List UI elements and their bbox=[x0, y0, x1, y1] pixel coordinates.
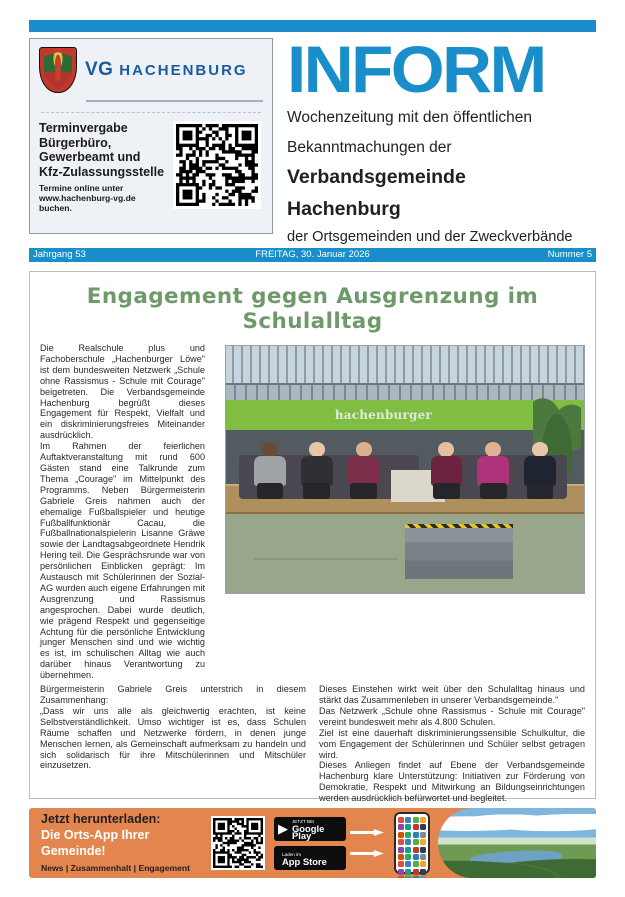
google-play-label: Google Play bbox=[292, 823, 325, 841]
booking-note-1: Termine online unter bbox=[39, 183, 124, 193]
vg-dashed-divider bbox=[41, 112, 261, 113]
masthead-title-block bbox=[287, 32, 573, 247]
inform-logo: INFORM bbox=[287, 32, 545, 106]
arrow-icons bbox=[348, 816, 392, 870]
vg-abbrev: VG bbox=[85, 59, 114, 80]
app-icon bbox=[413, 876, 419, 878]
booking-note-3: buchen. bbox=[39, 203, 72, 213]
app-icon bbox=[413, 847, 419, 853]
app-icon bbox=[420, 854, 426, 860]
app-icon bbox=[405, 824, 411, 830]
app-icon bbox=[398, 839, 404, 845]
article-paragraph-4: „Dass wir uns alle als gleichwertig erachten, ist keine Selbstverständlichkeit. Umso wichtiger ist es, dass Schulen Räume schaffen und Netzwerke fördern, in denen junge Menschen lernen, als Gemeinschaft aufmerksam zu handeln und sich solidarisch für ihre Mitschülerinnen und Mitschüler einzusetzen. bbox=[40, 705, 306, 771]
phone-mockup bbox=[394, 812, 430, 874]
masthead-subtitle-2: Bekanntmachungen der bbox=[287, 139, 452, 156]
app-icon bbox=[405, 854, 411, 860]
app-icon bbox=[420, 861, 426, 867]
article-two-column-body bbox=[40, 684, 585, 804]
article-paragraph-1: Die Realschule plus und Fachoberschule „Hachenburger Löwe" ist dem bundesweiten Netzwerk „Schule ohne Rassismus - Schule mit Courage" beigetreten. Die Verbandsgemeinde Hachenburg begrüßt dieses Engagement für Respekt, Vielfalt und ein diskriminierungsfreies Miteinander ausdrücklich. bbox=[40, 343, 205, 441]
article-column-right bbox=[319, 684, 585, 804]
google-play-small-label: JETZT BEI bbox=[292, 819, 315, 824]
app-icon bbox=[413, 861, 419, 867]
arrow-right-icon-1 bbox=[350, 829, 384, 836]
masthead-subtitle-1: Wochenzeitung mit den öffentlichen bbox=[287, 109, 533, 126]
google-play-icon: ▶ bbox=[278, 821, 288, 836]
photo-sponsor-text: hachenburger bbox=[334, 407, 432, 422]
article-photo bbox=[225, 345, 585, 594]
article-paragraph-5: Dieses Einstehen wirkt weit über den Schulalltag hinaus und stärkt das Zusammenleben in unserer Verbandsgemeinde." bbox=[319, 684, 585, 705]
app-icon bbox=[398, 817, 404, 823]
issue-number: Nummer 5 bbox=[547, 249, 592, 260]
app-icon bbox=[420, 876, 426, 878]
app-icon bbox=[398, 854, 404, 860]
app-icon bbox=[420, 832, 426, 838]
app-icon bbox=[420, 869, 426, 875]
app-icon bbox=[398, 847, 404, 853]
store-buttons bbox=[274, 817, 346, 870]
top-blue-rule bbox=[29, 20, 596, 32]
article-column-left bbox=[40, 684, 306, 804]
app-icon bbox=[405, 817, 411, 823]
app-icon bbox=[420, 817, 426, 823]
app-store-label: App Store bbox=[282, 855, 327, 867]
app-icon bbox=[405, 832, 411, 838]
masthead-subtitle-3: der Ortsgemeinden und der Zweckverbände bbox=[287, 229, 573, 245]
app-icon bbox=[413, 839, 419, 845]
app-icon bbox=[398, 861, 404, 867]
booking-note-url: www.hachenburg-vg.de bbox=[39, 193, 136, 203]
app-icon bbox=[413, 854, 419, 860]
ad-tagline: News | Zusammenhalt | Engagement bbox=[41, 863, 191, 873]
ad-qr-code-icon[interactable] bbox=[211, 816, 265, 870]
vg-hachenburg-info-box bbox=[29, 38, 273, 234]
ad-headline: Jetzt herunterladen: bbox=[41, 812, 161, 826]
article-headline: Engagement gegen Ausgrenzung im Schulalltag bbox=[86, 284, 539, 334]
google-play-button[interactable] bbox=[274, 817, 346, 841]
app-icon bbox=[398, 832, 404, 838]
app-icon bbox=[398, 824, 404, 830]
app-icon bbox=[398, 876, 404, 878]
issue-date: FREITAG, 30. Januar 2026 bbox=[255, 249, 370, 260]
app-icon bbox=[420, 847, 426, 853]
ad-text-block bbox=[29, 811, 211, 875]
masthead-municipality-2: Hachenburg bbox=[287, 198, 401, 220]
qr-code-icon[interactable] bbox=[173, 121, 261, 209]
vg-divider bbox=[86, 100, 263, 102]
service-line-3: Gewerbeamt und bbox=[39, 150, 141, 164]
article-container bbox=[29, 271, 596, 804]
service-line-1: Terminvergabe bbox=[39, 121, 128, 135]
article-paragraph-8: Dieses Anliegen findet auf Ebene der Verbandsgemeinde Hachenburg klare Unterstützung: Initiativen zur Förderung von Demokratie, Respekt und Mitwirkung an Bildungseinrichtungen werden ausdrücklich befürwortet und begleitet. bbox=[319, 760, 585, 804]
app-icon bbox=[420, 839, 426, 845]
arrow-right-icon-2 bbox=[350, 850, 384, 857]
issue-info-bar bbox=[29, 248, 596, 262]
app-icon bbox=[405, 869, 411, 875]
app-icon bbox=[413, 869, 419, 875]
app-icon bbox=[398, 869, 404, 875]
masthead bbox=[29, 20, 596, 247]
app-icon bbox=[405, 861, 411, 867]
app-icon bbox=[413, 817, 419, 823]
article-paragraph-2: Im Rahmen der feierlichen Auftaktveranstaltung mit rund 600 Gästen stand eine Talkrunde zum Thema „Courage" im Mittelpunkt des Programms. Neben Bürgermeisterin Gabriele Greis nahmen auch der ehemalige Fußballspieler und heutige Fußballfunktionär Cacau, die Fußballnationalspielerin Lisanne Gräwe sowie der Landtagsabgeordnete Hendrik Hering teil. Die Gesprächsrunde war von persönlichen Einblicken geprägt: Im Austausch mit Schülerinnen der Sozial-AG wurden auch eigene Erfahrungen mit Ausgrenzung und Rassismus angesprochen. Dabei wurde deutlich, wie prägend Respekt und gegenseitige Achtung für die persönliche Entwicklung junger Menschen sind und wie wichtig es ist, im schulischen Alltag wie auch darüber hinaus Verantwortung zu übernehmen. bbox=[40, 441, 205, 681]
article-paragraph-6: Das Netzwerk „Schule ohne Rassismus - Schule mit Courage" vereint bundesweit mehr als 4.800 Schulen. bbox=[319, 705, 585, 727]
app-icon bbox=[420, 824, 426, 830]
app-store-small-label: Laden im bbox=[282, 851, 301, 857]
masthead-municipality-1: Verbandsgemeinde bbox=[287, 166, 466, 188]
issue-volume: Jahrgang 53 bbox=[33, 249, 86, 260]
app-icon bbox=[405, 839, 411, 845]
vg-logo-text bbox=[85, 59, 248, 81]
app-icon bbox=[405, 876, 411, 878]
coat-of-arms-icon bbox=[39, 47, 77, 93]
app-icon bbox=[413, 832, 419, 838]
app-download-banner[interactable] bbox=[29, 808, 596, 878]
vg-town-name: HACHENBURG bbox=[119, 62, 248, 79]
app-icon bbox=[405, 847, 411, 853]
ad-landscape-photo bbox=[438, 808, 596, 878]
app-icon bbox=[413, 824, 419, 830]
article-paragraph-3: Bürgermeisterin Gabriele Greis unterstrich in diesem Zusammenhang: bbox=[40, 684, 306, 705]
article-paragraph-7: Ziel ist eine dauerhaft diskriminierungssensible Schulkultur, die vom Engagement der Schülerinnen und Schüler selbst getragen wird. bbox=[319, 727, 585, 760]
ad-subheadline: Die Orts-App Ihrer Gemeinde! bbox=[41, 828, 150, 858]
app-store-button[interactable] bbox=[274, 846, 346, 870]
service-line-2: Bürgerbüro, bbox=[39, 135, 112, 150]
service-line-4: Kfz-Zulassungsstelle bbox=[39, 164, 165, 179]
